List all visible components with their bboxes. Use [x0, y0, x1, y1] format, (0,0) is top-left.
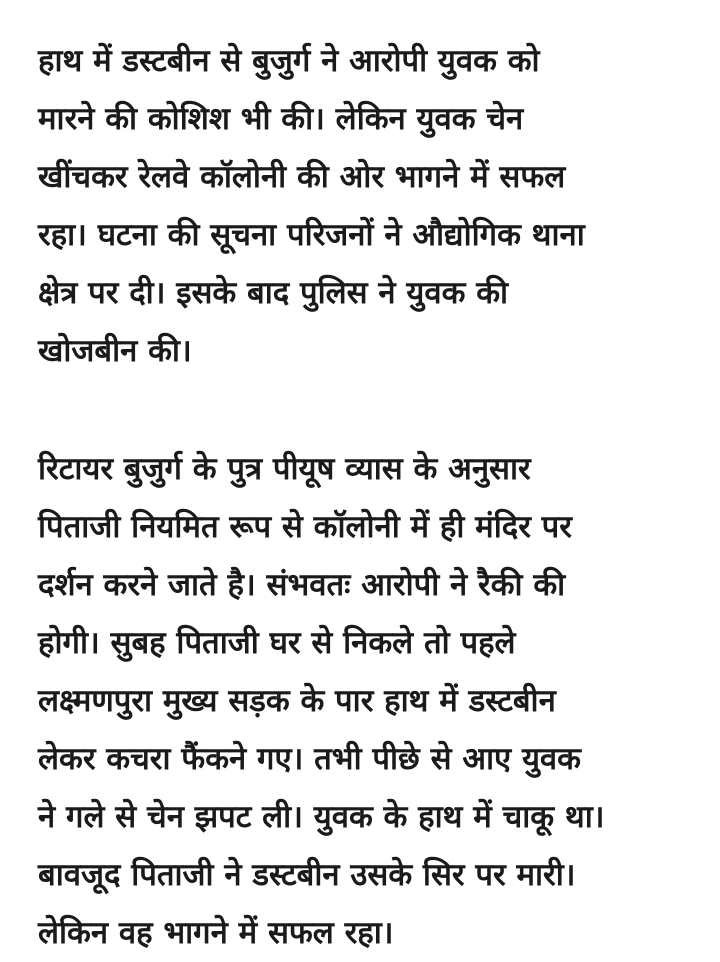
- paragraph-2: [38, 440, 708, 962]
- text-line: पिताजी नियमित रूप से कॉलोनी में ही मंदिर पर: [38, 509, 572, 545]
- text-line: लेकिन वह भागने में सफल रहा।: [38, 915, 394, 951]
- text-line: खोजबीन की।: [38, 333, 192, 369]
- article-body: [38, 32, 708, 962]
- paragraph-1: [38, 32, 708, 380]
- text-line: रहा। घटना की सूचना परिजनों ने औद्योगिक थाना: [38, 217, 585, 253]
- text-line: ने गले से चेन झपट ली। युवक के हाथ में चाकू था।: [38, 799, 605, 835]
- paragraph-spacer: [38, 380, 708, 440]
- text-line: लक्ष्मणपुरा मुख्य सड़क के पार हाथ में डस्टबीन: [38, 683, 556, 719]
- text-line: रिटायर बुजुर्ग के पुत्र पीयूष व्यास के अनुसार: [38, 451, 531, 487]
- text-line: खींचकर रेलवे कॉलोनी की ओर भागने में सफल: [38, 159, 566, 195]
- text-line: बावजूद पिताजी ने डस्टबीन उसके सिर पर मारी।: [38, 857, 576, 893]
- text-line: मारने की कोशिश भी की। लेकिन युवक चेन: [38, 101, 524, 137]
- text-line: क्षेत्र पर दी। इसके बाद पुलिस ने युवक की: [38, 275, 509, 311]
- text-line: दर्शन करने जाते है। संभवतः आरोपी ने रैकी की: [38, 567, 566, 603]
- text-line: होगी। सुबह पिताजी घर से निकले तो पहले: [38, 625, 516, 661]
- text-line: लेकर कचरा फैंकने गए। तभी पीछे से आए युवक: [38, 741, 581, 777]
- text-line: हाथ में डस्टबीन से बुजुर्ग ने आरोपी युवक को: [38, 43, 540, 79]
